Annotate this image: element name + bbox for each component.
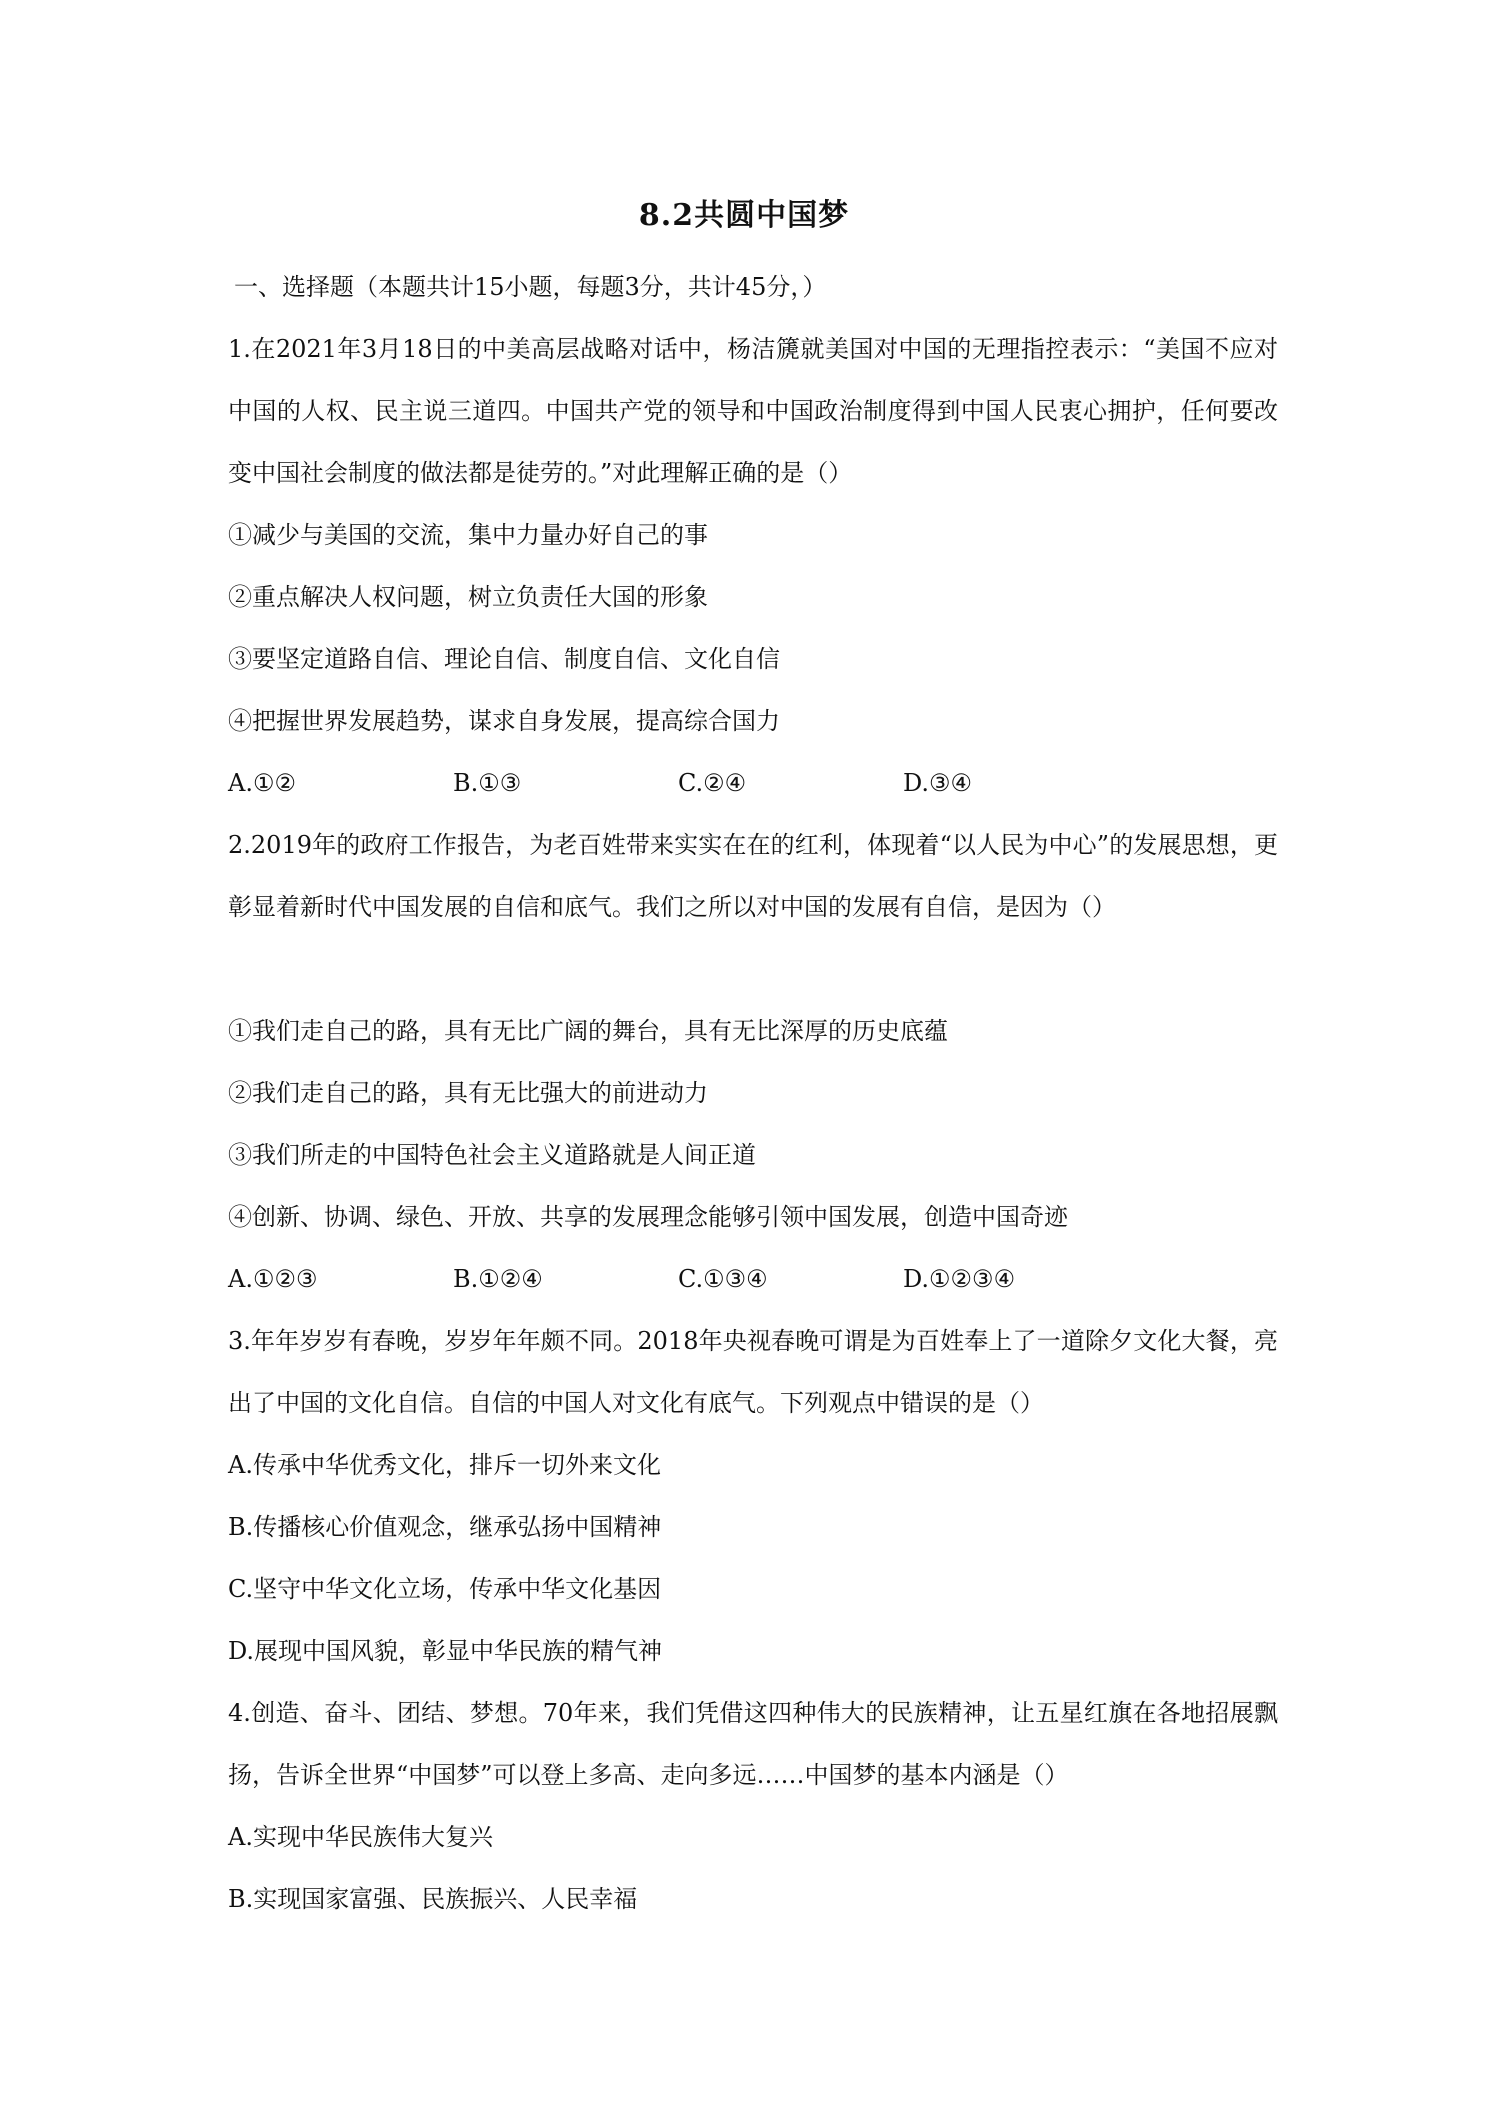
question-stem: 4.创造、奋斗、团结、梦想。70年来，我们凭借这四种伟大的民族精神，让五星红旗在各地招展飘扬，告诉全世界“中国梦”可以登上多高、走向多远……中国梦的基本内涵是（） bbox=[228, 1699, 1278, 1789]
option-d[interactable]: D.③④ bbox=[903, 769, 973, 797]
statement: ①我们走自己的路，具有无比广阔的舞台，具有无比深厚的历史底蕴 bbox=[228, 1017, 948, 1045]
option-a[interactable]: A.传承中华优秀文化，排斥一切外来文化 bbox=[228, 1451, 661, 1479]
section-header: 一、选择题（本题共计15小题，每题3分，共计45分，） bbox=[234, 273, 827, 301]
statement: ④把握世界发展趋势，谋求自身发展，提高综合国力 bbox=[228, 707, 780, 735]
question-3 bbox=[228, 1310, 1278, 1682]
option-c[interactable]: C.②④ bbox=[678, 769, 747, 797]
statement: ②重点解决人权问题，树立负责任大国的形象 bbox=[228, 583, 708, 611]
answer-options bbox=[228, 752, 1278, 814]
statement: ③要坚定道路自信、理论自信、制度自信、文化自信 bbox=[228, 645, 780, 673]
option-d[interactable]: D.①②③④ bbox=[903, 1265, 1016, 1293]
option-c[interactable]: C.①③④ bbox=[678, 1265, 768, 1293]
page-title: 8.2共圆中国梦 bbox=[638, 198, 850, 233]
question-stem: 2.2019年的政府工作报告，为老百姓带来实实在在的红利，体现着“以人民为中心”的发展思想，更彰显着新时代中国发展的自信和底气。我们之所以对中国的发展有自信，是因为（） bbox=[228, 831, 1278, 921]
question-4 bbox=[228, 1682, 1278, 1930]
question-2 bbox=[228, 814, 1278, 1310]
statement: ①减少与美国的交流，集中力量办好自己的事 bbox=[228, 521, 708, 549]
option-d[interactable]: D.展现中国风貌，彰显中华民族的精气神 bbox=[228, 1637, 663, 1665]
statement: ②我们走自己的路，具有无比强大的前进动力 bbox=[228, 1079, 708, 1107]
statement: ③我们所走的中国特色社会主义道路就是人间正道 bbox=[228, 1141, 756, 1169]
question-stem: 3.年年岁岁有春晚，岁岁年年颇不同。2018年央视春晚可谓是为百姓奉上了一道除夕文化大餐，亮出了中国的文化自信。自信的中国人对文化有底气。下列观点中错误的是（） bbox=[228, 1327, 1278, 1417]
question-stem: 1.在2021年3月18日的中美高层战略对话中，杨洁篪就美国对中国的无理指控表示：“美国不应对中国的人权、民主说三道四。中国共产党的领导和中国政治制度得到中国人民衷心拥护，任何要改变中国社会制度的做法都是徒劳的。”对此理解正确的是（） bbox=[228, 335, 1278, 487]
option-b[interactable]: B.①②④ bbox=[453, 1265, 543, 1293]
answer-options bbox=[228, 1248, 1278, 1310]
statement: ④创新、协调、绿色、开放、共享的发展理念能够引领中国发展，创造中国奇迹 bbox=[228, 1203, 1068, 1231]
option-b[interactable]: B.传播核心价值观念，继承弘扬中国精神 bbox=[228, 1513, 662, 1541]
question-list bbox=[228, 256, 1278, 1930]
question-1 bbox=[228, 318, 1278, 814]
option-a[interactable]: A.实现中华民族伟大复兴 bbox=[228, 1823, 493, 1851]
option-c[interactable]: C.坚守中华文化立场，传承中华文化基因 bbox=[228, 1575, 662, 1603]
option-b[interactable]: B.实现国家富强、民族振兴、人民幸福 bbox=[228, 1885, 638, 1913]
option-a[interactable]: A.①② bbox=[228, 769, 296, 797]
option-a[interactable]: A.①②③ bbox=[228, 1265, 318, 1293]
option-b[interactable]: B.①③ bbox=[453, 769, 522, 797]
